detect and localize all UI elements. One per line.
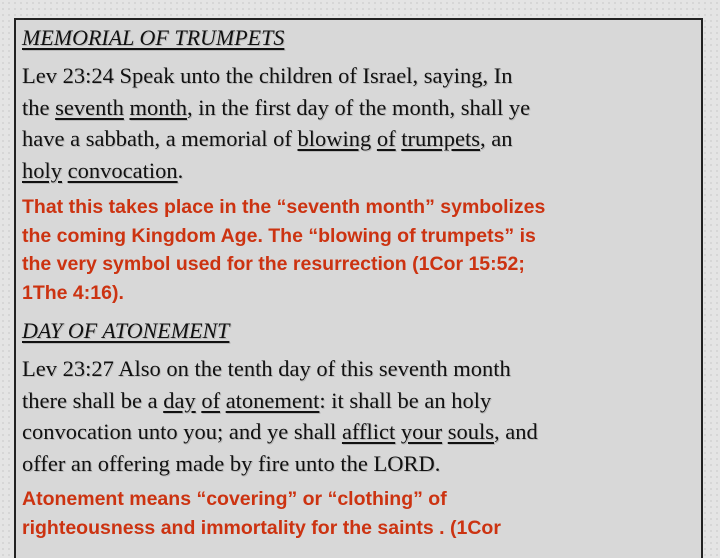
commentary-line: the coming Kingdom Age. The “blowing of trumpets” is xyxy=(22,224,536,247)
scripture-line: Lev 23:24 Speak unto the children of Israel, saying, In xyxy=(22,63,513,88)
emphasized-word: atonement xyxy=(225,387,320,413)
section-heading-trumpets: MEMORIAL OF TRUMPETS xyxy=(22,25,285,50)
scripture-line: convocation unto you; and ye shall afflict your souls, and xyxy=(22,419,538,444)
emphasized-word: blowing xyxy=(297,126,372,151)
emphasized-word: seventh xyxy=(55,94,124,120)
scripture-line: the seventh month, in the first day of the month, shall ye xyxy=(22,94,531,120)
commentary-line: Atonement means “covering” or “clothing” of xyxy=(22,488,447,510)
emphasized-word: convocation xyxy=(67,157,178,183)
commentary-trumpets xyxy=(22,193,712,307)
emphasized-word: your xyxy=(400,419,443,444)
scripture-line: there shall be a day of atonement: it shall be an holy xyxy=(22,387,492,413)
scripture-lev-23-27 xyxy=(22,353,707,479)
commentary-line: righteousness and immortality for the saints . (1Cor xyxy=(22,516,501,539)
scripture-lev-23-24 xyxy=(22,60,707,186)
commentary-line: That this takes place in the “seventh month” symbolizes xyxy=(22,196,546,218)
scripture-line: have a sabbath, a memorial of blowing of trumpets, an xyxy=(22,126,513,151)
commentary-line: 1The 4:16). xyxy=(22,281,124,304)
scripture-line: Lev 23:27 Also on the tenth day of this seventh month xyxy=(22,356,511,381)
emphasized-word: holy xyxy=(22,157,63,183)
commentary-line: the very symbol used for the resurrection (1Cor 15:52; xyxy=(22,253,525,275)
emphasized-word: of xyxy=(376,126,396,151)
scripture-line: holy convocation. xyxy=(22,157,184,183)
emphasized-word: souls xyxy=(447,419,495,444)
emphasized-word: month xyxy=(129,94,187,120)
emphasized-word: trumpets xyxy=(401,126,481,151)
scripture-line: offer an offering made by fire unto the LORD. xyxy=(22,450,441,476)
emphasized-word: afflict xyxy=(341,419,396,444)
emphasized-word: of xyxy=(201,387,221,413)
commentary-atonement xyxy=(22,485,712,542)
emphasized-word: day xyxy=(163,387,196,413)
section-heading-atonement: DAY OF ATONEMENT xyxy=(22,318,230,343)
